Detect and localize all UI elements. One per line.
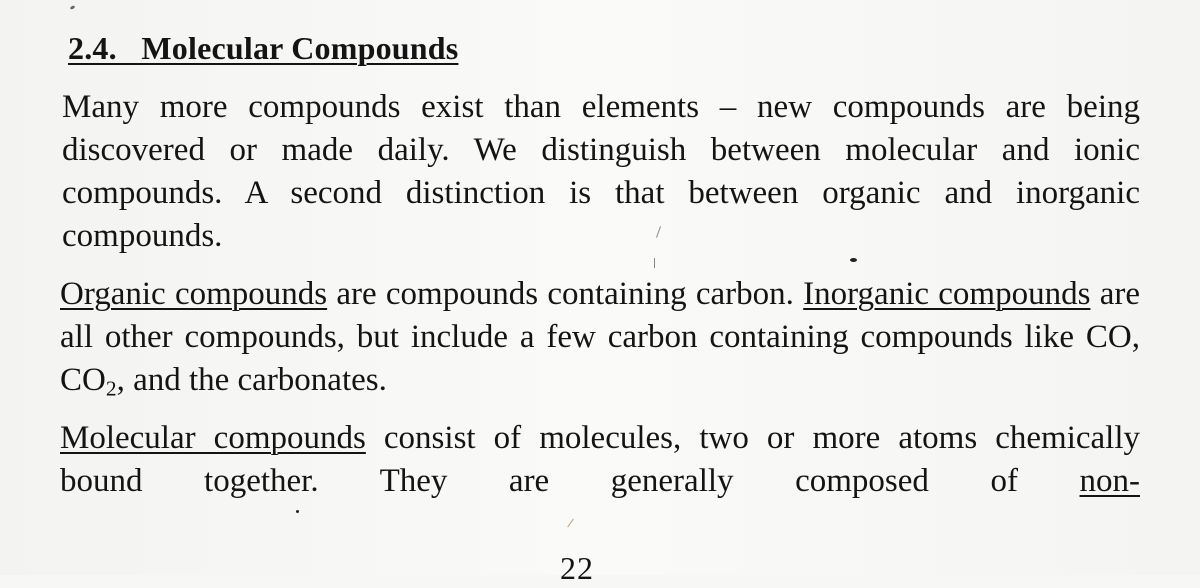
term-molecular-compounds: Molecular compounds [60, 420, 366, 456]
scan-speck [850, 258, 857, 262]
scan-mark [654, 258, 655, 268]
subscript: 2 [105, 376, 117, 401]
paragraph-text: , and the carbonates. [116, 362, 387, 398]
paragraph-intro: Many more compounds exist than elements – new compounds are being discovered or made daily. We distinguish between molecular and ionic compounds. A second distinction is that between organic and inorganic compounds. [62, 89, 1140, 254]
scan-speck [70, 5, 76, 10]
section-heading: 2.4. Molecular Compounds [68, 30, 459, 66]
term-organic-compounds: Organic compounds [60, 276, 328, 312]
paragraph-text: consist of molecules, two or more atoms chemically bound together. They are generally composed of [60, 420, 1140, 499]
term-inorganic-compounds: Inorganic compounds [803, 276, 1091, 312]
paragraph-text: are compounds containing carbon. [327, 276, 804, 312]
paragraph-molecular [60, 417, 1140, 503]
scan-speck [296, 510, 299, 513]
term-non: non- [1079, 463, 1140, 499]
page-number: 22 [560, 550, 594, 586]
scan-mark [567, 519, 574, 528]
paragraph-text: are all other compounds, but include a few carbon containing compounds like CO, CO [60, 276, 1140, 398]
paragraph-organic-inorganic [60, 273, 1140, 402]
